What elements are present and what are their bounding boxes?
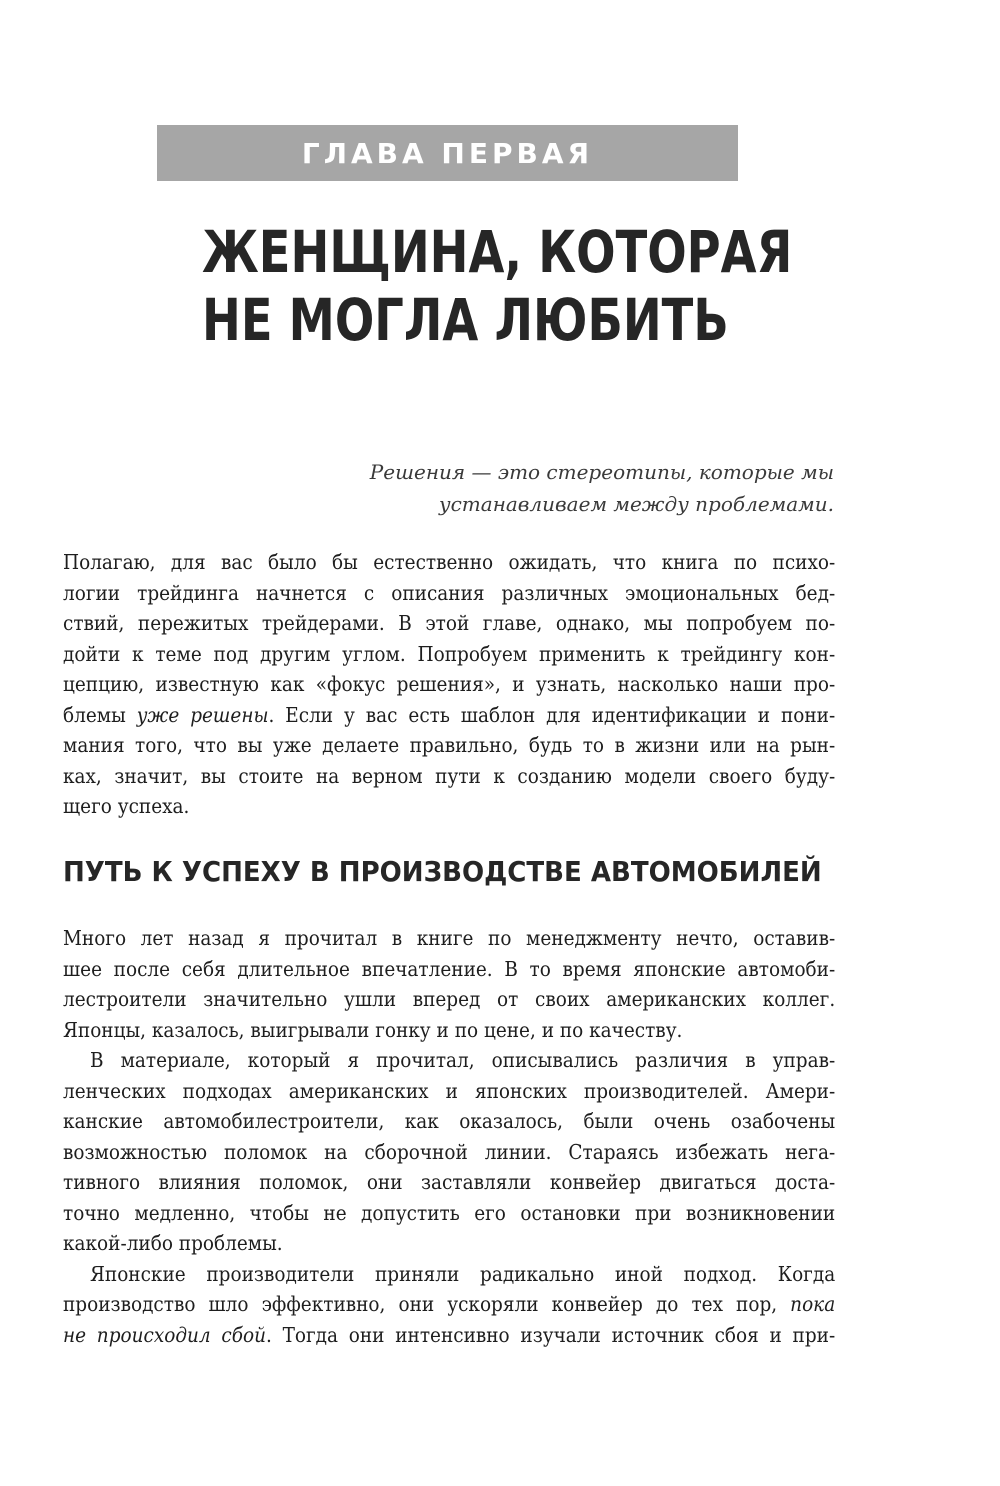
text-line: ках, значит, вы стоите на верном пути к созданию модели своего буду- [63,763,836,788]
text-line [63,700,835,731]
emphasis-text: уже решены [136,702,269,727]
chapter-title [202,218,793,354]
emphasis-text: пока [790,1292,836,1316]
text-line: тивного влияния поломок, они заставляли конвейер двигаться доста- [63,1170,836,1194]
text-line: какой-либо проблемы. [63,1231,283,1255]
text-line: канские автомобилестроители, как оказалось, были очень озабочены [63,1109,836,1133]
section-body [63,923,835,1350]
chapter-title-line: ЖЕНЩИНА, КОТОРАЯ [202,218,793,286]
text-line: Много лет назад я прочитал в книге по менеджменту нечто, оставив- [63,926,836,950]
text-segment: . Тогда они интенсивно изучали источник сбоя и при- [265,1322,836,1347]
text-line [63,1320,835,1351]
text-line: ствий, пережитых трейдерами. В этой главе, однако, мы попробуем по- [63,611,836,635]
epigraph [314,456,834,520]
text-segment: производство шло эффективно, они ускоряли конвейер до тех пор, [63,1292,791,1316]
text-line: возможностью поломок на сборочной линии. Стараясь избежать нега- [63,1139,836,1164]
text-segment: . Если у вас есть шаблон для идентификации и пони- [268,702,836,727]
section-heading: ПУТЬ К УСПЕХУ В ПРОИЗВОДСТВЕ АВТОМОБИЛЕЙ [63,855,822,888]
text-line: Японцы, казалось, выигрывали гонку и по цене, и по качеству. [63,1017,683,1042]
chapter-label-band [157,125,738,181]
text-line: Японские производители приняли радикально иной подход. Когда [90,1261,836,1286]
epigraph-line: устанавливаем между проблемами. [439,492,834,516]
text-segment: блемы [63,702,137,727]
text-line [63,1289,835,1320]
text-line: точно медленно, чтобы не допустить его остановки при возникновении [63,1200,836,1225]
text-line: мания того, что вы уже делаете правильно, будь то в жизни или на рын- [63,733,836,757]
text-line: цепцию, известную как «фокус решения», и узнать, насколько наши про- [63,672,836,696]
chapter-title-line: НЕ МОГЛА ЛЮБИТЬ [202,286,729,354]
text-line: шее после себя длительное впечатление. В то время японские автомоби- [63,956,836,981]
text-line: В материале, который я прочитал, описывались различия в управ- [90,1048,836,1072]
text-line: Полагаю, для вас было бы естественно ожидать, что книга по психо- [63,550,836,574]
emphasis-text: не происходил сбой [63,1322,266,1347]
text-line: лестроители значительно ушли вперед от своих американских коллег. [63,987,836,1011]
epigraph-line: Решения — это стереотипы, которые мы [369,460,834,484]
text-line: логии трейдинга начнется с описания различных эмоциональных бед- [63,580,836,605]
text-line: дойти к теме под другим углом. Попробуем применить к трейдингу кон- [63,641,836,666]
text-line: щего успеха. [63,794,190,818]
intro-paragraph [63,547,835,822]
chapter-label: ГЛАВА ПЕРВАЯ [301,136,594,170]
text-line: ленческих подходах американских и японских производителей. Амери- [63,1078,836,1103]
